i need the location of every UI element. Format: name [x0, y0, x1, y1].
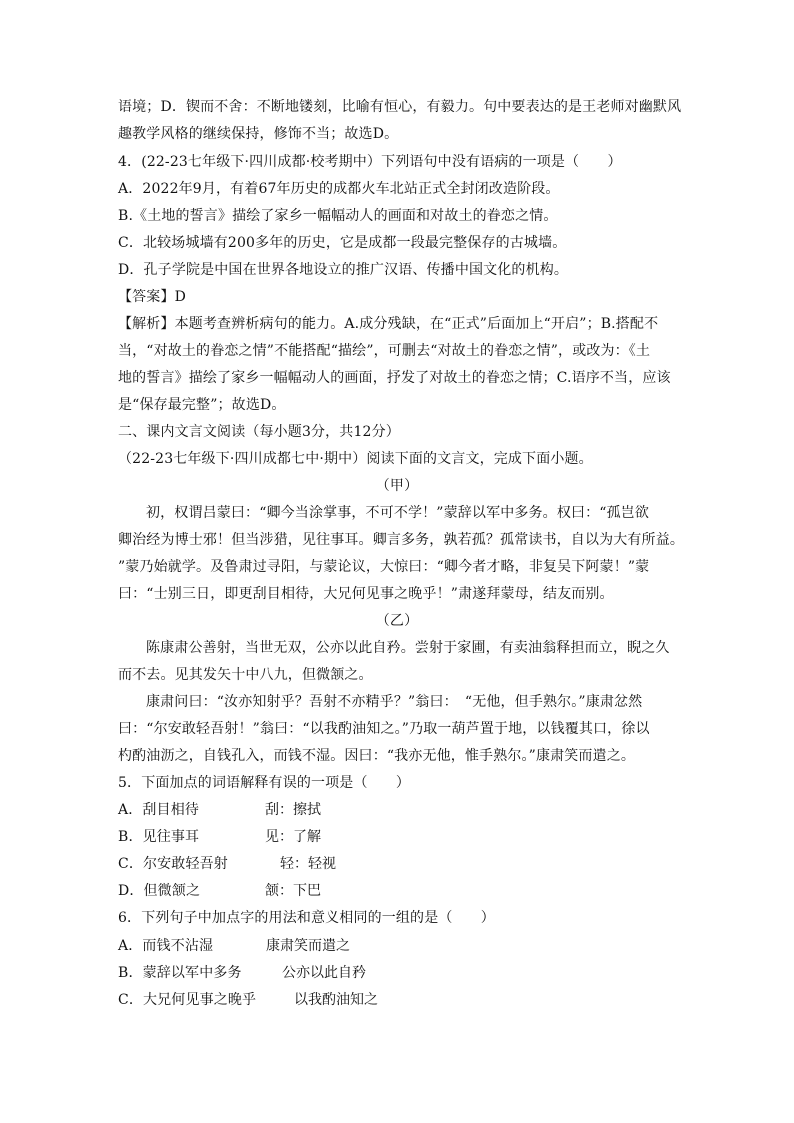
passage-a-title: （甲）: [375, 478, 419, 494]
text-line: 语境；D．锲而不舍：不断地镂刻，比喻有恒心，有毅力。句中要表达的是王老师对幽默风: [118, 99, 682, 115]
passage-b-line: 康肃问曰：“汝亦知射乎？吾射不亦精乎？”翁曰： “无他，但手熟尔。”康肃忿然: [146, 694, 643, 710]
question-4-option-b: B.《土地的誓言》描绘了家乡一幅幅动人的画面和对故土的眷恋之情。: [118, 208, 558, 224]
passage-b-line: 杓酌油沥之，自钱孔入，而钱不湿。因曰：“我亦无他，惟手熟尔。”康肃笑而遣之。: [118, 748, 636, 764]
answer-label: 【答案】D: [118, 289, 186, 305]
question-6-option-b-right: 公亦以此自矜: [282, 965, 366, 981]
question-5-option-d-gloss: 颔：下巴: [265, 883, 321, 899]
question-5-option-a-gloss: 刮：擦拭: [265, 802, 321, 818]
passage-a-line: ”蒙乃始就学。及鲁肃过寻阳，与蒙论议，大惊曰：“卿今者才略，非复吴下阿蒙！”蒙: [118, 559, 650, 575]
question-5-option-b: B．见往事耳: [118, 829, 200, 845]
question-4-option-a: A．2022年9月，有着67年历史的成都火车北站正式全封闭改造阶段。: [118, 181, 560, 197]
question-4-option-d: D．孔子学院是中国在世界各地设立的推广汉语、传播中国文化的机构。: [118, 262, 569, 278]
passage-a-line: 曰：“士别三日，即更刮目相待，大兄何见事之晚乎！”肃遂拜蒙母，结友而别。: [118, 586, 614, 602]
section-intro: （22-23七年级下·四川成都七中·期中）阅读下面的文言文，完成下面小题。: [118, 451, 593, 467]
question-6-option-a-right: 康肃笑而遣之: [266, 938, 350, 954]
question-5-stem: 5．下面加点的词语解释有误的一项是（ ）: [118, 775, 411, 791]
passage-b-line: 而不去。见其发矢十中八九，但微颔之。: [118, 667, 373, 683]
passage-a-line: 卿治经为博士邪！但当涉猎，见往事耳。卿言多务，孰若孤？孤常读书，自以为大有所益。: [118, 532, 684, 548]
text-line: 趣教学风格的继续保持，修饰不当；故选D。: [118, 126, 399, 142]
question-5-option-b-gloss: 见：了解: [265, 829, 321, 845]
analysis-line: 当，“对故土的眷恋之情”不能搭配“描绘”，可删去“对故土的眷恋之情”，或改为：《土: [118, 343, 651, 359]
question-5-option-a: A．刮目相待: [118, 802, 200, 818]
question-6-option-c-right: 以我酌油知之: [294, 992, 378, 1008]
question-4-option-c: C．北较场城墙有200多年的历史，它是成都一段最完整保存的古城墙。: [118, 235, 567, 251]
passage-b-title: （乙）: [375, 613, 419, 629]
passage-a-line: 初，权谓吕蒙曰：“卿今当涂掌事，不可不学！”蒙辞以军中多务。权曰：“孤岂欲: [146, 505, 650, 521]
passage-b-line: 曰：“尔安敢轻吾射！”翁曰：“以我酌油知之。”乃取一葫芦置于地，以钱覆其口，徐以: [118, 721, 650, 737]
question-6-option-a: A．而钱不沾湿: [118, 938, 214, 954]
question-6-option-c: C．大兄何见事之晚乎: [118, 992, 257, 1008]
question-5-option-d: D．但微颔之: [118, 883, 201, 899]
analysis-line: 是“保存最完整”；故选D。: [118, 397, 286, 413]
question-5-option-c: C．尔安敢轻吾射: [118, 856, 228, 872]
section-heading: 二、课内文言文阅读（每小题3分，共12分）: [118, 424, 400, 440]
question-4-stem: 4．(22-23七年级下·四川成都·校考期中）下列语句中没有语病的一项是（ ）: [118, 154, 622, 170]
question-5-option-c-gloss: 轻：轻视: [280, 856, 336, 872]
passage-b-line: 陈康肃公善射，当世无双，公亦以此自矜。尝射于家圃，有卖油翁释担而立，睨之久: [146, 640, 670, 656]
analysis-line: 地的誓言》描绘了家乡一幅幅动人的画面，抒发了对故土的眷恋之情；C.语序不当，应该: [118, 370, 671, 386]
question-6-option-b: B．蒙辞以军中多务: [118, 965, 242, 981]
question-6-stem: 6．下列句子中加点字的用法和意义相同的一组的是（ ）: [118, 910, 495, 926]
analysis-line: 【解析】本题考查辨析病句的能力。A.成分残缺，在“正式”后面加上“开启”；B.搭配不: [118, 316, 659, 332]
